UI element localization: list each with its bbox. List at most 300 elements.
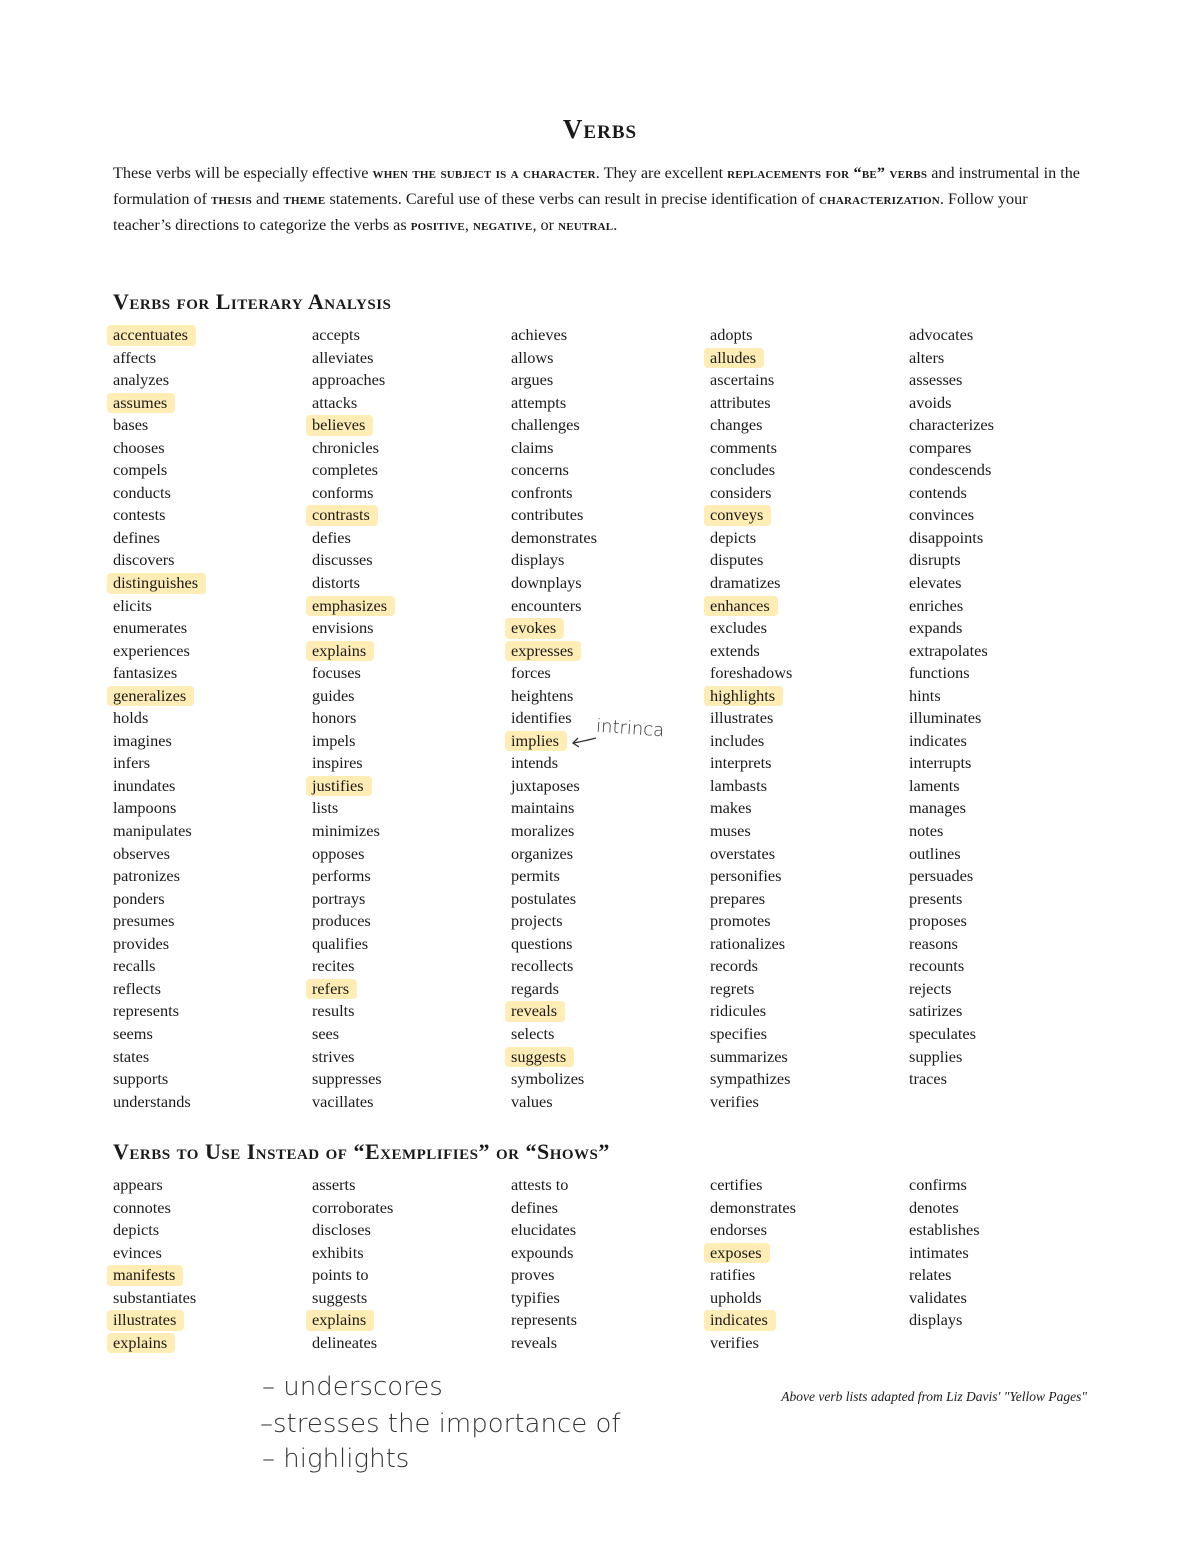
verb-label-highlighted: explains: [312, 1309, 366, 1332]
verb-item: [511, 1332, 710, 1355]
verb-item: [710, 730, 909, 753]
verb-label: forces: [511, 663, 551, 683]
verb-item: [113, 843, 312, 866]
verb-label: bases: [113, 415, 149, 435]
verb-item: [312, 504, 511, 527]
verb-label: chooses: [113, 437, 165, 457]
verb-label: speculates: [909, 1023, 976, 1043]
verb-item: [909, 617, 1108, 640]
intro-emphasis: thesis: [211, 190, 252, 208]
verb-label: assesses: [909, 370, 963, 390]
verb-item: [909, 392, 1108, 415]
verb-item: [312, 843, 511, 866]
intro-emphasis: negative: [472, 216, 533, 234]
verb-label: challenges: [511, 415, 580, 435]
verb-item: [113, 1219, 312, 1242]
verb-label: interprets: [710, 753, 772, 773]
verb-label-highlighted: alludes: [710, 347, 756, 370]
verb-label: organizes: [511, 843, 574, 863]
verb-label: attacks: [312, 392, 358, 412]
verb-label: envisions: [312, 618, 374, 638]
verb-label: displays: [511, 550, 565, 570]
verb-item: [113, 933, 312, 956]
verb-label: regards: [511, 978, 559, 998]
verb-item: [312, 1023, 511, 1046]
verb-label: elevates: [909, 573, 962, 593]
verb-item: [511, 437, 710, 460]
intro-emphasis: replacements for “be” verbs: [727, 164, 928, 182]
verb-item: [909, 347, 1108, 370]
verb-item: [909, 414, 1108, 437]
verb-label: demonstrates: [511, 527, 597, 547]
verb-label: elicits: [113, 595, 152, 615]
verb-item: [312, 888, 511, 911]
verb-label: denotes: [909, 1197, 959, 1217]
verb-label: promotes: [710, 911, 771, 931]
verb-item: [511, 324, 710, 347]
verb-label: represents: [511, 1310, 577, 1330]
verb-item: [909, 549, 1108, 572]
verb-label: advocates: [909, 325, 974, 344]
verb-item: [710, 414, 909, 437]
verb-item: [909, 1023, 1108, 1046]
verb-label: enriches: [909, 595, 964, 615]
verb-item: [312, 1219, 511, 1242]
verb-label: heightens: [511, 685, 574, 705]
verb-item: [113, 1000, 312, 1023]
verb-label-highlighted: justifies: [312, 775, 364, 798]
verb-item: [710, 1023, 909, 1046]
verb-label: depicts: [113, 1220, 160, 1240]
verb-label: dramatizes: [710, 573, 781, 593]
verb-label: recalls: [113, 956, 156, 976]
verb-item: [511, 843, 710, 866]
verb-item: [710, 549, 909, 572]
verb-label: extends: [710, 640, 760, 660]
verb-item: [909, 1197, 1108, 1220]
verb-label: selects: [511, 1023, 555, 1043]
verb-label: infers: [113, 753, 151, 773]
verb-label: foreshadows: [710, 663, 793, 683]
verb-item: [909, 888, 1108, 911]
verb-item: [511, 955, 710, 978]
page-title: Verbs: [562, 114, 638, 144]
verb-label: excludes: [710, 618, 767, 638]
verb-label: guides: [312, 685, 355, 705]
verb-item: [710, 1091, 909, 1114]
verb-item: [710, 459, 909, 482]
verb-item: [909, 1000, 1108, 1023]
verb-item: [113, 617, 312, 640]
verb-label: juxtaposes: [511, 775, 580, 795]
verb-item: [909, 775, 1108, 798]
verb-item: [113, 572, 312, 595]
verb-label: permits: [511, 866, 560, 886]
verb-item: [511, 933, 710, 956]
verb-item: [312, 662, 511, 685]
verb-item: [511, 662, 710, 685]
verb-label: demonstrates: [710, 1197, 796, 1217]
verb-item: [511, 752, 710, 775]
verb-label: opposes: [312, 843, 365, 863]
intro-text: .: [613, 216, 618, 234]
verb-label-highlighted: indicates: [710, 1309, 768, 1332]
verb-label: condescends: [909, 460, 992, 480]
verb-item: [909, 1046, 1108, 1069]
verb-item: [312, 369, 511, 392]
verb-label: honors: [312, 708, 357, 728]
verb-item: [511, 888, 710, 911]
verb-item: [909, 1219, 1108, 1242]
verb-label: maintains: [511, 798, 575, 818]
verb-column: [312, 324, 511, 1113]
verb-label-highlighted: generalizes: [113, 685, 186, 708]
verb-item: [710, 1046, 909, 1069]
verb-item: [909, 369, 1108, 392]
verb-label: comments: [710, 437, 777, 457]
handwritten-arrow-icon: [570, 733, 598, 749]
verb-item: [113, 775, 312, 798]
verb-item: [113, 595, 312, 618]
verb-label: outlines: [909, 843, 961, 863]
verb-label: makes: [710, 798, 752, 818]
verb-item: [909, 527, 1108, 550]
verb-column: [710, 1174, 909, 1354]
verb-label: results: [312, 1001, 355, 1021]
verb-item: [312, 955, 511, 978]
verb-item: [909, 685, 1108, 708]
verb-label: appears: [113, 1175, 163, 1194]
verb-label: holds: [113, 708, 149, 728]
verb-item: [710, 933, 909, 956]
verb-label: laments: [909, 775, 960, 795]
verb-label: satirizes: [909, 1001, 963, 1021]
verb-label: claims: [511, 437, 554, 457]
verb-column: [710, 324, 909, 1113]
verb-label: reflects: [113, 978, 161, 998]
verb-item: [511, 775, 710, 798]
verb-item: [511, 1219, 710, 1242]
verb-item: [909, 595, 1108, 618]
verb-label: records: [710, 956, 758, 976]
section-heading-instead-of-shows: Verbs to Use Instead of “Exemplifies” or “Shows”: [113, 1139, 610, 1164]
verb-label: questions: [511, 933, 573, 953]
intro-text: and instrumental in the formulation of: [113, 164, 1080, 208]
verb-item: [909, 1242, 1108, 1265]
verb-item: [113, 662, 312, 685]
verb-label: discloses: [312, 1220, 371, 1240]
intro-text: , or: [532, 216, 559, 234]
verb-item: [312, 1264, 511, 1287]
verb-label-highlighted: highlights: [710, 685, 775, 708]
verb-label: disrupts: [909, 550, 961, 570]
verb-label-highlighted: enhances: [710, 595, 770, 618]
verb-label-highlighted: conveys: [710, 504, 763, 527]
verb-item: [312, 1046, 511, 1069]
verb-item: [511, 1287, 710, 1310]
verb-item: [312, 1332, 511, 1355]
verb-item: [710, 1197, 909, 1220]
handwritten-line-underscores: – underscores: [262, 1372, 443, 1402]
verb-item: [511, 685, 710, 708]
verb-label: identifies: [511, 708, 572, 728]
verb-item: [511, 572, 710, 595]
verb-item: [710, 1264, 909, 1287]
verb-label: characterizes: [909, 415, 994, 435]
verb-label: recites: [312, 956, 355, 976]
verb-label: defies: [312, 527, 351, 547]
verb-item: [710, 662, 909, 685]
verb-label: expands: [909, 618, 963, 638]
verb-label: corroborates: [312, 1197, 394, 1217]
verb-label: compels: [113, 460, 168, 480]
verb-label: presents: [909, 888, 963, 908]
verb-item: [909, 482, 1108, 505]
verb-label: performs: [312, 866, 371, 886]
verb-label: delineates: [312, 1332, 378, 1352]
verb-label: understands: [113, 1091, 191, 1111]
verb-item: [511, 1264, 710, 1287]
verb-item: [710, 1219, 909, 1242]
verb-label: recollects: [511, 956, 574, 976]
verb-label: intends: [511, 753, 559, 773]
verb-label-highlighted: reveals: [511, 1000, 557, 1023]
verb-column: [511, 1174, 710, 1354]
verb-item: [113, 324, 312, 347]
verb-item: [113, 752, 312, 775]
verb-item: [710, 1287, 909, 1310]
verb-item: [312, 414, 511, 437]
verb-item: [312, 752, 511, 775]
verb-item: [113, 955, 312, 978]
intro-text: and: [251, 190, 284, 208]
verb-item: [312, 527, 511, 550]
verb-label: alleviates: [312, 347, 374, 367]
verb-label: attributes: [710, 392, 771, 412]
verb-label: summarizes: [710, 1046, 788, 1066]
verb-label: seems: [113, 1023, 153, 1043]
verb-label: persuades: [909, 866, 974, 886]
verb-label: conducts: [113, 482, 171, 502]
verb-label-highlighted: accentuates: [113, 324, 188, 347]
verb-item: [113, 685, 312, 708]
verb-item: [312, 482, 511, 505]
verb-label-highlighted: believes: [312, 414, 365, 437]
verb-label: qualifies: [312, 933, 369, 953]
verb-label: disputes: [710, 550, 764, 570]
verb-label: fantasizes: [113, 663, 178, 683]
intro-emphasis: positive: [410, 216, 465, 234]
verb-item: [511, 549, 710, 572]
verb-label-highlighted: refers: [312, 978, 349, 1001]
verb-item: [312, 392, 511, 415]
verb-column: [113, 324, 312, 1113]
verb-label: compares: [909, 437, 972, 457]
verb-item: [113, 527, 312, 550]
verb-label: verifies: [710, 1332, 759, 1352]
verb-item: [312, 730, 511, 753]
verb-item: [312, 459, 511, 482]
verb-label: concerns: [511, 460, 569, 480]
verb-label: suggests: [312, 1287, 368, 1307]
verb-label: proposes: [909, 911, 967, 931]
verb-item: [710, 707, 909, 730]
verb-item: [113, 888, 312, 911]
verb-item: [113, 347, 312, 370]
verb-label: contests: [113, 505, 166, 525]
verb-item: [511, 1091, 710, 1114]
verb-item: [113, 504, 312, 527]
verb-label: achieves: [511, 325, 568, 344]
verb-label: adopts: [710, 325, 753, 344]
verb-item: [710, 1309, 909, 1332]
verb-label: postulates: [511, 888, 577, 908]
verb-label: convinces: [909, 505, 975, 525]
verb-item: [710, 617, 909, 640]
verb-item: [113, 978, 312, 1001]
verb-item: [113, 865, 312, 888]
verb-item: [113, 910, 312, 933]
verb-item: [710, 640, 909, 663]
verb-label: alters: [909, 347, 945, 367]
verb-label: analyzes: [113, 370, 170, 390]
verb-item: [710, 324, 909, 347]
verb-item: [909, 843, 1108, 866]
verb-item: [710, 978, 909, 1001]
verb-label: portrays: [312, 888, 366, 908]
verb-item: [710, 752, 909, 775]
verb-label: provides: [113, 933, 170, 953]
verb-label: confronts: [511, 482, 573, 502]
verb-item: [113, 1332, 312, 1355]
verb-label: typifies: [511, 1287, 560, 1307]
verb-item: [710, 865, 909, 888]
verb-label: defines: [113, 527, 161, 547]
verb-item: [710, 955, 909, 978]
verb-item: [312, 910, 511, 933]
verb-label-highlighted: evokes: [511, 617, 556, 640]
verb-label: illustrates: [710, 708, 774, 728]
verb-label: points to: [312, 1265, 369, 1285]
verb-item: [312, 1242, 511, 1265]
verb-label: includes: [710, 730, 765, 750]
verb-label: supports: [113, 1069, 169, 1089]
verb-item: [710, 482, 909, 505]
verb-label: asserts: [312, 1175, 356, 1194]
verb-item: [710, 527, 909, 550]
verb-item: [511, 1000, 710, 1023]
verb-label: strives: [312, 1046, 355, 1066]
verb-label: prepares: [710, 888, 766, 908]
verb-item: [909, 730, 1108, 753]
verb-label: discusses: [312, 550, 373, 570]
handwritten-line-highlights: – highlights: [262, 1444, 410, 1474]
verb-item: [113, 1242, 312, 1265]
verb-item: [113, 797, 312, 820]
verb-label: functions: [909, 663, 970, 683]
verb-label: values: [511, 1091, 553, 1111]
verb-label: concludes: [710, 460, 776, 480]
verb-label-highlighted: implies: [511, 730, 559, 753]
verb-item: [312, 617, 511, 640]
verb-item: [710, 797, 909, 820]
verb-item: [710, 572, 909, 595]
verb-label: rationalizes: [710, 933, 786, 953]
intro-text: These verbs will be especially effective: [113, 164, 373, 182]
verb-item: [511, 617, 710, 640]
verb-item: [909, 459, 1108, 482]
verb-item: [710, 1000, 909, 1023]
verb-item: [710, 347, 909, 370]
handwritten-line-stresses: –stresses the importance of: [260, 1409, 621, 1439]
verb-label: represents: [113, 1001, 179, 1021]
verb-label: argues: [511, 370, 554, 390]
verb-item: [909, 1264, 1108, 1287]
verb-item: [909, 504, 1108, 527]
verb-item: [312, 775, 511, 798]
verb-item: [909, 572, 1108, 595]
verb-label: considers: [710, 482, 772, 502]
verb-item: [312, 1068, 511, 1091]
verb-item: [909, 662, 1108, 685]
verb-item: [113, 1068, 312, 1091]
verb-label: rejects: [909, 978, 952, 998]
verb-label: symbolizes: [511, 1069, 585, 1089]
verb-label: interrupts: [909, 753, 972, 773]
verb-item: [909, 933, 1108, 956]
verb-label: projects: [511, 911, 563, 931]
verb-item: [511, 527, 710, 550]
intro-emphasis: neutral: [558, 216, 614, 234]
verb-label-highlighted: distinguishes: [113, 572, 198, 595]
verb-label: moralizes: [511, 821, 575, 841]
verb-label: changes: [710, 415, 763, 435]
verb-item: [312, 797, 511, 820]
verb-label: imagines: [113, 730, 172, 750]
verb-item: [113, 1309, 312, 1332]
verb-item: [710, 1068, 909, 1091]
verb-label: completes: [312, 460, 379, 480]
verb-item: [312, 549, 511, 572]
verb-label: accepts: [312, 325, 360, 344]
verb-label: confirms: [909, 1175, 967, 1194]
verb-label: affects: [113, 347, 157, 367]
verb-label: vacillates: [312, 1091, 374, 1111]
verb-item: [511, 865, 710, 888]
verb-label: avoids: [909, 392, 952, 412]
verb-label: downplays: [511, 573, 582, 593]
verb-item: [312, 1197, 511, 1220]
verb-item: [511, 978, 710, 1001]
verb-item: [312, 820, 511, 843]
verb-item: [710, 369, 909, 392]
verb-item: [511, 504, 710, 527]
verb-label: elucidates: [511, 1220, 577, 1240]
intro-text: . Follow your teacher’s directions to categorize the verbs as: [113, 190, 1028, 234]
verb-label: exhibits: [312, 1242, 364, 1262]
verb-item: [909, 797, 1108, 820]
verb-item: [113, 1091, 312, 1114]
verb-label: hints: [909, 685, 941, 705]
verb-item: [710, 910, 909, 933]
verb-item: [909, 1287, 1108, 1310]
verb-label-highlighted: contrasts: [312, 504, 370, 527]
verb-label: recounts: [909, 956, 965, 976]
verb-item: [312, 437, 511, 460]
verb-label: verifies: [710, 1091, 759, 1111]
verb-item: [511, 369, 710, 392]
verb-label: contributes: [511, 505, 584, 525]
